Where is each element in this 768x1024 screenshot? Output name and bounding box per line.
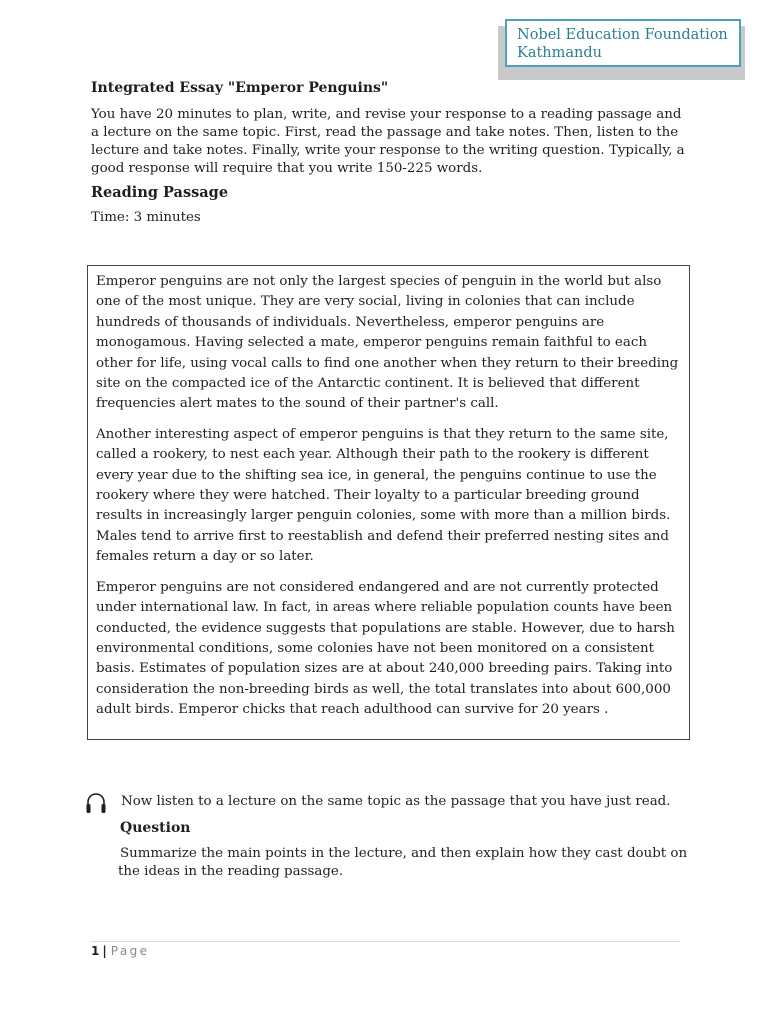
question-label: Question	[120, 820, 191, 836]
institution-header	[505, 19, 741, 67]
passage-paragraph-1: Emperor penguins are not only the largest species of penguin in the world but also one of the most unique. They are very social, living in colonies that can include hundreds of thousands of individuals. Nevertheless, emperor penguins are monogamous. Having selected a mate, emperor penguins remain faithful to each other for life, using vocal calls to find one another when they return to their breeding site on the compacted ice of the Antarctic continent. It is believed that different frequencies alert mates to the sound of their partner's call.	[96, 274, 679, 412]
headphones-icon	[84, 791, 108, 815]
reading-heading: Reading Passage	[91, 184, 229, 201]
reading-time: Time: 3 minutes	[91, 210, 201, 225]
page-number: 1	[91, 944, 100, 958]
footer-divider	[91, 941, 680, 942]
footer-separator: |	[102, 944, 107, 958]
intro-instructions: You have 20 minutes to plan, write, and revise your response to a reading passage and a lecture on the same topic. First, read the passage and take notes. Then, listen to the lecture and take notes. Finally, write your response to the writing question. Typically, a good response will require that you write 150-225 words.	[91, 107, 685, 176]
passage-paragraph-3: Emperor penguins are not considered endangered and are not currently protected under international law. In fact, in areas where reliable population counts have been conducted, the evidence suggests that populations are stable. However, due to harsh environmental conditions, some colonies have not been monitored on a consistent basis. Estimates of population sizes are at about 240,000 breeding pairs. Taking into consideration the non-breeding birds as well, the total translates into about 600,000 adult birds. Emperor chicks that reach adulthood can survive for 20 years .	[96, 579, 675, 718]
institution-name: Nobel Education Foundation	[517, 27, 728, 43]
listen-instruction: Now listen to a lecture on the same topic as the passage that you have just read.	[121, 794, 671, 809]
essay-title: Integrated Essay "Emperor Penguins"	[91, 80, 389, 96]
page-footer	[91, 944, 149, 958]
question-text: Summarize the main points in the lecture, and then explain how they cast doubt on the ideas in the reading passage.	[118, 846, 688, 879]
reading-passage-box	[87, 265, 690, 740]
institution-city: Kathmandu	[517, 45, 602, 61]
page-word: Page	[110, 944, 150, 958]
passage-paragraph-2: Another interesting aspect of emperor penguins is that they return to the same site, called a rookery, to nest each year. Although their path to the rookery is different every year due to the shifting sea ice, in general, the penguins continue to use the rookery where they were hatched. Their loyalty to a particular breeding ground results in increasingly larger penguin colonies, some with more than a million birds. Males tend to arrive first to reestablish and defend their preferred nesting sites and females return a day or so later.	[96, 426, 671, 565]
